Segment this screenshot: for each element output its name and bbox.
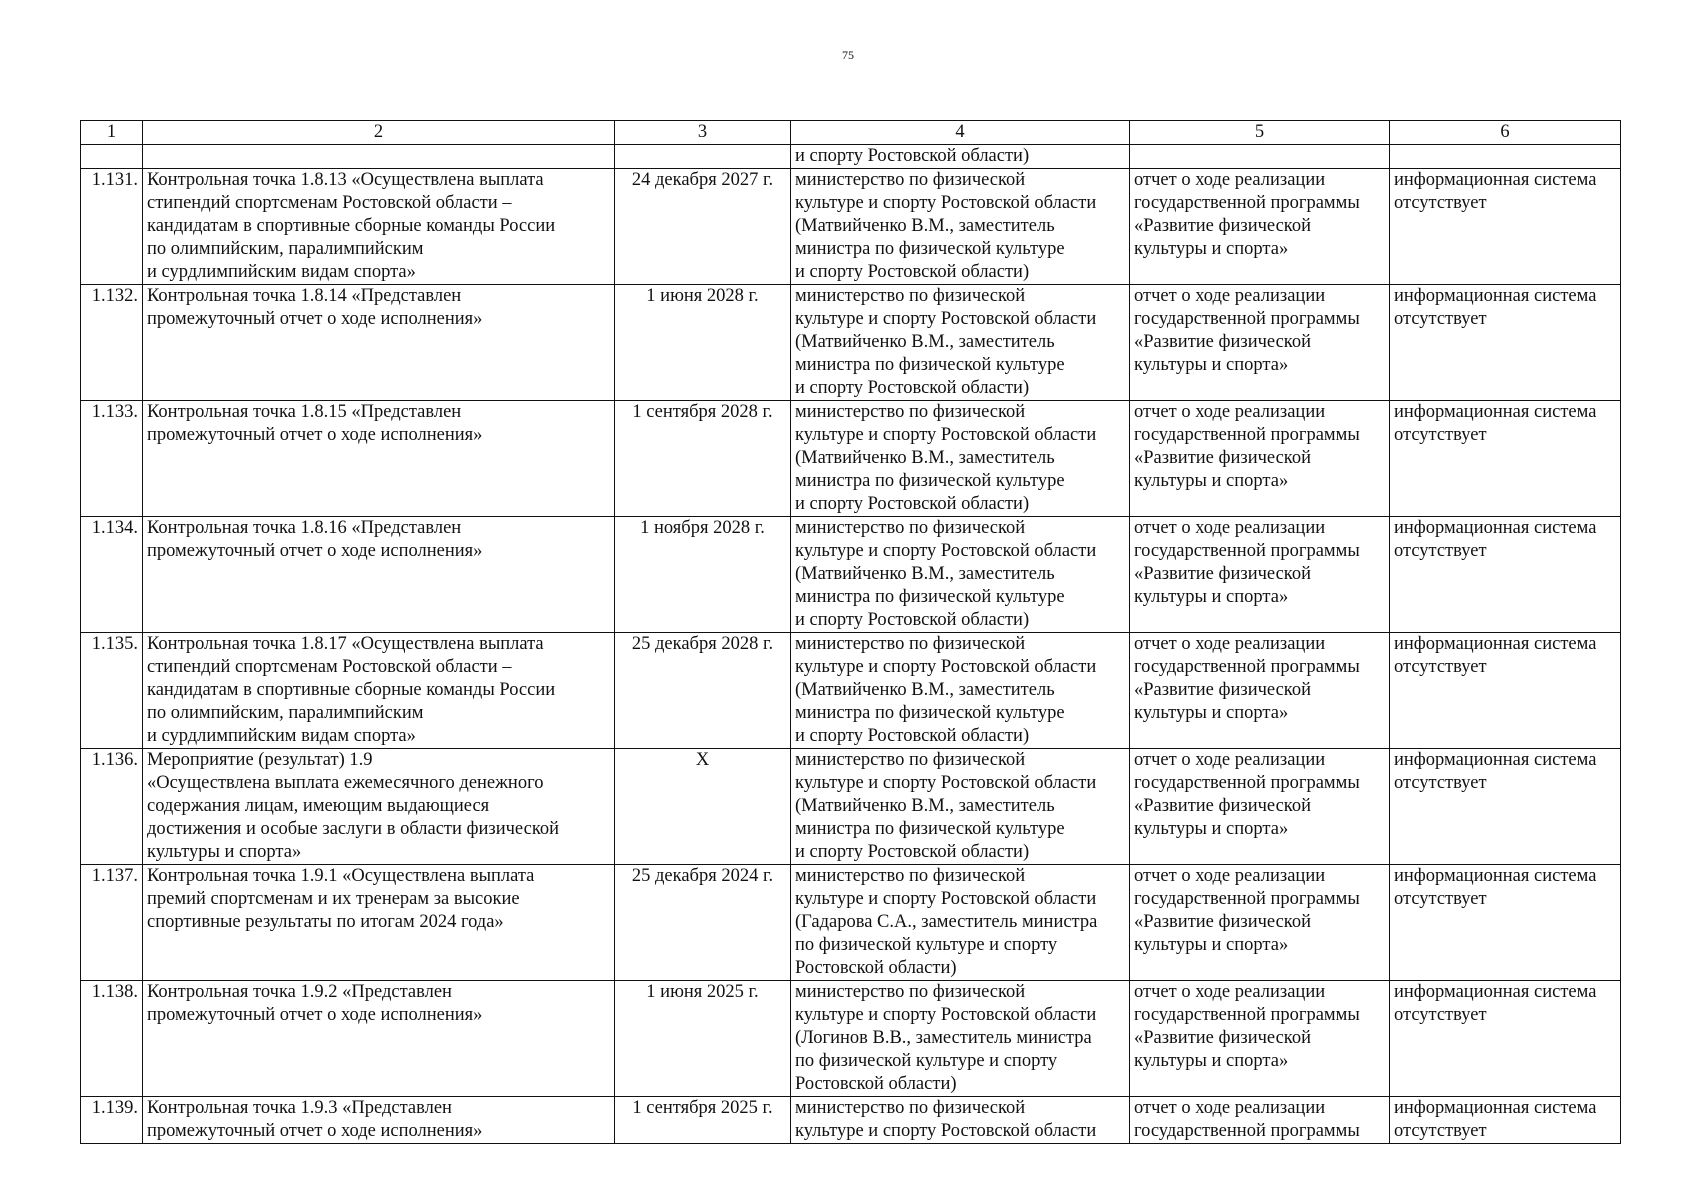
table-row [81,1097,1621,1144]
event-cell: Контрольная точка 1.8.16 «Представлен промежуточный отчет о ходе исполнения» [143,517,615,633]
event-cell: Мероприятие (результат) 1.9 «Осуществлена выплата ежемесячного денежного содержания лицам, имеющим выдающиеся достижения и особые заслуги в области физической культуры и спорта» [143,749,615,865]
date-cell [615,145,791,169]
num-cell: 1.133. [81,401,143,517]
event-cell [143,145,615,169]
responsible-cell: министерство по физической культуре и спорту Ростовской области (Матвийченко В.М., заместитель министра по физической культуре и спорту Ростовской области) [791,517,1130,633]
event-cell: Контрольная точка 1.8.15 «Представлен промежуточный отчет о ходе исполнения» [143,401,615,517]
event-cell: Контрольная точка 1.8.17 «Осуществлена выплата стипендий спортсменам Ростовской области – кандидатам в спортивные сборные команды России по олимпийским, паралимпийским и сурдлимпийским видам спорта» [143,633,615,749]
num-cell: 1.131. [81,169,143,285]
column-header: 2 [143,121,615,145]
responsible-cell: и спорту Ростовской области) [791,145,1130,169]
date-cell: 25 декабря 2028 г. [615,633,791,749]
column-header: 4 [791,121,1130,145]
system-cell: информационная система отсутствует [1390,1097,1621,1144]
report-cell: отчет о ходе реализации государственной программы «Развитие физической культуры и спорта» [1130,401,1390,517]
system-cell: информационная система отсутствует [1390,749,1621,865]
date-cell: 1 ноября 2028 г. [615,517,791,633]
responsible-cell: министерство по физической культуре и спорту Ростовской области (Матвийченко В.М., заместитель министра по физической культуре и спорту Ростовской области) [791,749,1130,865]
system-cell: информационная система отсутствует [1390,401,1621,517]
table-row [81,285,1621,401]
responsible-cell: министерство по физической культуре и спорту Ростовской области [791,1097,1130,1144]
table-row [81,401,1621,517]
report-cell [1130,145,1390,169]
system-cell: информационная система отсутствует [1390,865,1621,981]
date-cell: 1 июня 2025 г. [615,981,791,1097]
responsible-cell: министерство по физической культуре и спорту Ростовской области (Матвийченко В.М., заместитель министра по физической культуре и спорту Ростовской области) [791,401,1130,517]
num-cell: 1.134. [81,517,143,633]
date-cell: 25 декабря 2024 г. [615,865,791,981]
header-row [81,121,1621,145]
report-cell: отчет о ходе реализации государственной программы «Развитие физической культуры и спорта» [1130,169,1390,285]
page-number: 75 [842,48,854,62]
table-row [81,981,1621,1097]
date-cell: 1 июня 2028 г. [615,285,791,401]
event-cell: Контрольная точка 1.9.2 «Представлен промежуточный отчет о ходе исполнения» [143,981,615,1097]
responsible-cell: министерство по физической культуре и спорту Ростовской области (Матвийченко В.М., заместитель министра по физической культуре и спорту Ростовской области) [791,169,1130,285]
system-cell: информационная система отсутствует [1390,285,1621,401]
event-cell: Контрольная точка 1.8.13 «Осуществлена выплата стипендий спортсменам Ростовской области – кандидатам в спортивные сборные команды России по олимпийским, паралимпийским и сурдлимпийским видам спорта» [143,169,615,285]
column-header: 5 [1130,121,1390,145]
num-cell: 1.137. [81,865,143,981]
num-cell: 1.136. [81,749,143,865]
control-points-table [80,120,1621,1144]
table-row [81,169,1621,285]
system-cell: информационная система отсутствует [1390,169,1621,285]
date-cell: 1 сентября 2025 г. [615,1097,791,1144]
date-cell: Х [615,749,791,865]
event-cell: Контрольная точка 1.8.14 «Представлен промежуточный отчет о ходе исполнения» [143,285,615,401]
num-cell: 1.135. [81,633,143,749]
report-cell: отчет о ходе реализации государственной программы «Развитие физической культуры и спорта» [1130,517,1390,633]
system-cell: информационная система отсутствует [1390,633,1621,749]
column-header: 3 [615,121,791,145]
date-cell: 1 сентября 2028 г. [615,401,791,517]
continuation-row [81,145,1621,169]
event-cell: Контрольная точка 1.9.1 «Осуществлена выплата премий спортсменам и их тренерам за высокие спортивные результаты по итогам 2024 года» [143,865,615,981]
table-row [81,517,1621,633]
responsible-cell: министерство по физической культуре и спорту Ростовской области (Гадарова С.А., заместитель министра по физической культуре и спорту Ростовской области) [791,865,1130,981]
system-cell: информационная система отсутствует [1390,981,1621,1097]
report-cell: отчет о ходе реализации государственной программы «Развитие физической культуры и спорта» [1130,865,1390,981]
date-cell: 24 декабря 2027 г. [615,169,791,285]
responsible-cell: министерство по физической культуре и спорту Ростовской области (Матвийченко В.М., заместитель министра по физической культуре и спорту Ростовской области) [791,285,1130,401]
column-header: 1 [81,121,143,145]
report-cell: отчет о ходе реализации государственной программы «Развитие физической культуры и спорта» [1130,633,1390,749]
num-cell: 1.138. [81,981,143,1097]
report-cell: отчет о ходе реализации государственной программы [1130,1097,1390,1144]
table-row [81,865,1621,981]
system-cell: информационная система отсутствует [1390,517,1621,633]
report-cell: отчет о ходе реализации государственной программы «Развитие физической культуры и спорта» [1130,981,1390,1097]
responsible-cell: министерство по физической культуре и спорту Ростовской области (Матвийченко В.М., заместитель министра по физической культуре и спорту Ростовской области) [791,633,1130,749]
report-cell: отчет о ходе реализации государственной программы «Развитие физической культуры и спорта» [1130,749,1390,865]
report-cell: отчет о ходе реализации государственной программы «Развитие физической культуры и спорта» [1130,285,1390,401]
num-cell: 1.139. [81,1097,143,1144]
num-cell: 1.132. [81,285,143,401]
num-cell [81,145,143,169]
table-row [81,633,1621,749]
system-cell [1390,145,1621,169]
event-cell: Контрольная точка 1.9.3 «Представлен промежуточный отчет о ходе исполнения» [143,1097,615,1144]
column-header: 6 [1390,121,1621,145]
responsible-cell: министерство по физической культуре и спорту Ростовской области (Логинов В.В., заместитель министра по физической культуре и спорту Ростовской области) [791,981,1130,1097]
table-row [81,749,1621,865]
